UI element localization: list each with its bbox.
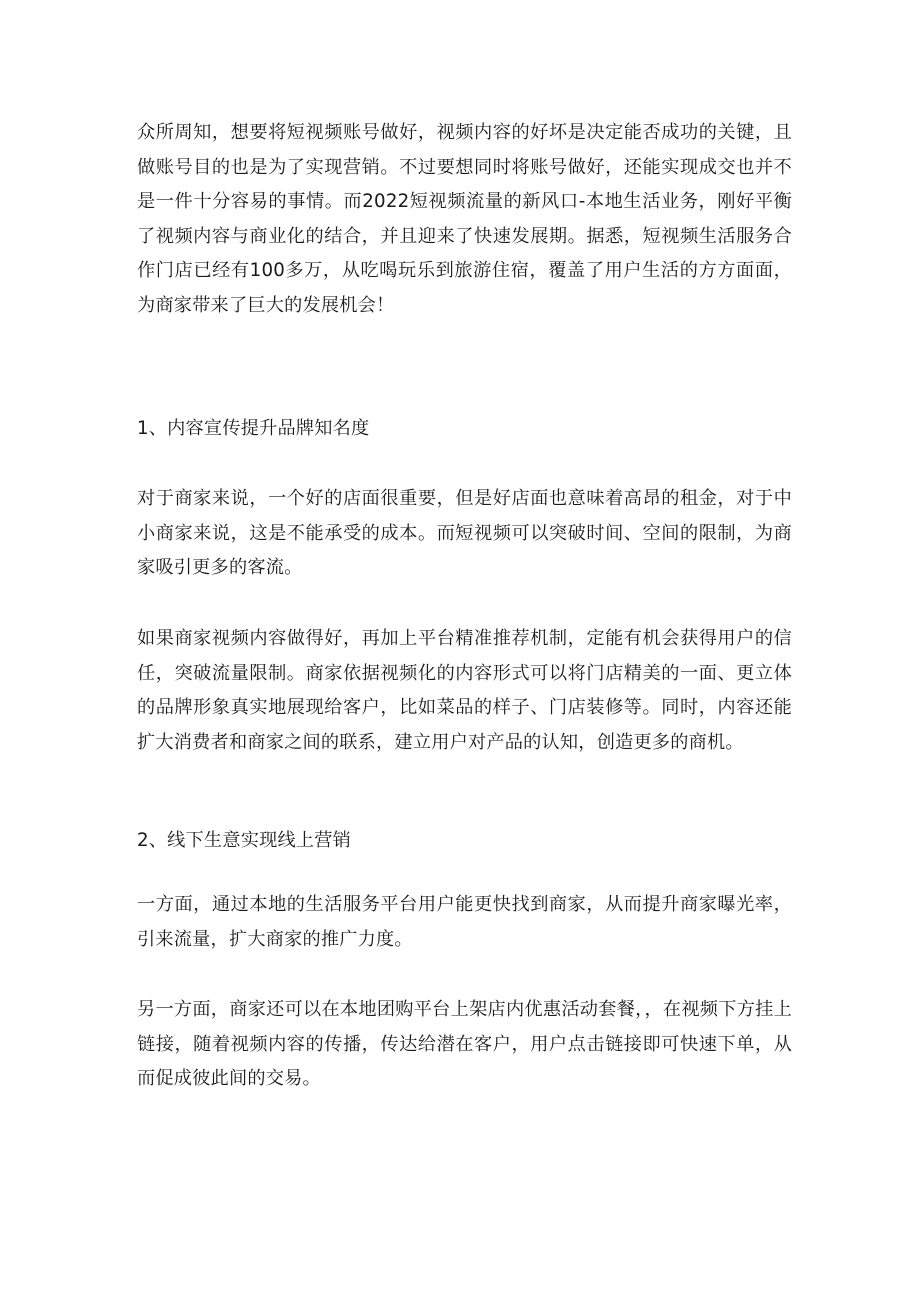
section-2-paragraph-2: 另一方面，商家还可以在本地团购平台上架店内优惠活动套餐，，在视频下方挂上链接，随着视频内容的传播，传达给潜在客户，用户点击链接即可快速下单，从而促成彼此间的交易。	[137, 999, 792, 1089]
section-1-paragraph-2: 如果商家视频内容做得好，再加上平台精准推荐机制，定能有机会获得用户的信任，突破流量限制。商家依据视频化的内容形式可以将门店精美的一面、更立体的品牌形象真实地展现给客户，比如菜品的样子、门店装修等。同时，内容还能扩大消费者和商家之间的联系，建立用户对产品的认知，创造更多的商机。	[137, 628, 792, 753]
section-2-paragraph-1: 一方面，通过本地的生活服务平台用户能更快找到商家，从而提升商家曝光率，引来流量，扩大商家的推广力度。	[137, 894, 792, 950]
section-1-paragraph-1: 对于商家来说，一个好的店面很重要，但是好店面也意味着高昂的租金，对于中小商家来说，这是不能承受的成本。而短视频可以突破时间、空间的限制，为商家吸引更多的客流。	[137, 488, 792, 578]
intro-paragraph: 众所周知，想要将短视频账号做好，视频内容的好坏是决定能否成功的关键，且做账号目的也是为了实现营销。不过要想同时将账号做好，还能实现成交也并不是一件十分容易的事情。而2022短视频流量的新风口-本地生活业务，刚好平衡了视频内容与商业化的结合，并且迎来了快速发展期。据悉，短视频生活服务合作门店已经有100多万，从吃喝玩乐到旅游住宿，覆盖了用户生活的方方面面，为商家带来了巨大的发展机会！	[137, 122, 792, 316]
section-2-heading: 2、线下生意实现线上营销	[137, 830, 352, 851]
section-1-heading: 1、内容宣传提升品牌知名度	[137, 418, 370, 439]
